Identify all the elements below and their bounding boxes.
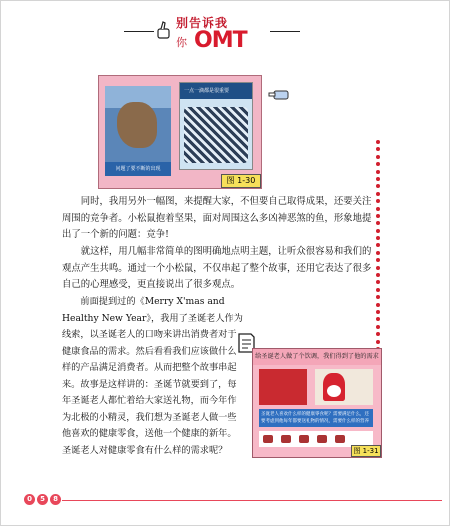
paragraph-2: 就这样，用几幅非常简单的图明确地点明主题，让听众很容易和我们的观点产生共鸣。通过一个小松鼠，不仅串起了整个故事，还用它表达了很多自己的心理感受，更直接说出了很多观点。	[62, 246, 372, 291]
header-rule-left	[124, 31, 154, 32]
page-number-digit: 5	[37, 494, 48, 505]
fish-photo-header	[180, 83, 252, 99]
page-number-digit: 8	[50, 494, 61, 505]
gift-photo	[259, 369, 307, 405]
thumbs-up-icon	[155, 20, 173, 40]
header-title-small: 别告诉我	[176, 16, 229, 30]
pointing-hand-icon	[268, 88, 290, 102]
figure-1-30	[98, 75, 262, 189]
figure-1-31-label: 图 1-31	[351, 445, 381, 457]
figure-2-mid-text: 圣诞老人喜欢什么样的健康零食呢？需要满足什么，还要考虑到他每年都要送礼物的情况，需要什么样的营养	[259, 409, 373, 427]
footer-rule	[62, 500, 442, 501]
paragraph-1: 同时，我用另外一幅图，来提醒大家，不但要自己取得成果，还要关注周围的竞争者。小松鼠抱着坚果，面对周围这么多凶神恶煞的鱼，形象地提出了一个新的问题：竞争!	[62, 196, 372, 241]
header-title-big: OMT	[194, 28, 247, 53]
page-number-digit: 0	[24, 494, 35, 505]
figure-1-left-caption: 问题了要不断的出现	[105, 162, 171, 176]
figure-1-31	[252, 348, 382, 458]
fish-crowd	[184, 107, 248, 163]
fish-photo	[179, 82, 253, 170]
squirrel-photo	[105, 86, 171, 162]
header-title-small2: 你	[176, 36, 187, 49]
figure-1-30-label: 图 1-30	[221, 174, 261, 188]
squirrel-shape	[117, 102, 157, 148]
santa-beard	[327, 385, 341, 397]
figure-2-title: 给圣诞老人做了个饮调，我们得到了他的需求	[253, 349, 381, 365]
paragraph-3: 前面提到过的《Merry X'mas and Healthy New Year》，我用了圣诞老人作为线索，以圣诞老人的口吻来讲出消费者对于健康食品的需求。然后看看我们应该做什么样的产品满足消费者。从而把整个故事串起来。故事是这样讲的：圣诞节就要到了，每年圣诞老人都忙着给大家送礼物，而今年作为北极的小精灵，我们想为圣诞老人做一些他喜欢的健康零食，送他一个健康的新年。圣诞老人对健康零食有什么样的需求呢？	[62, 296, 243, 456]
header-title	[176, 14, 266, 53]
header-rule-right	[270, 31, 300, 32]
page-number	[24, 494, 61, 505]
fish-photo-header-text: 一点一滴都是很重要	[184, 88, 230, 94]
